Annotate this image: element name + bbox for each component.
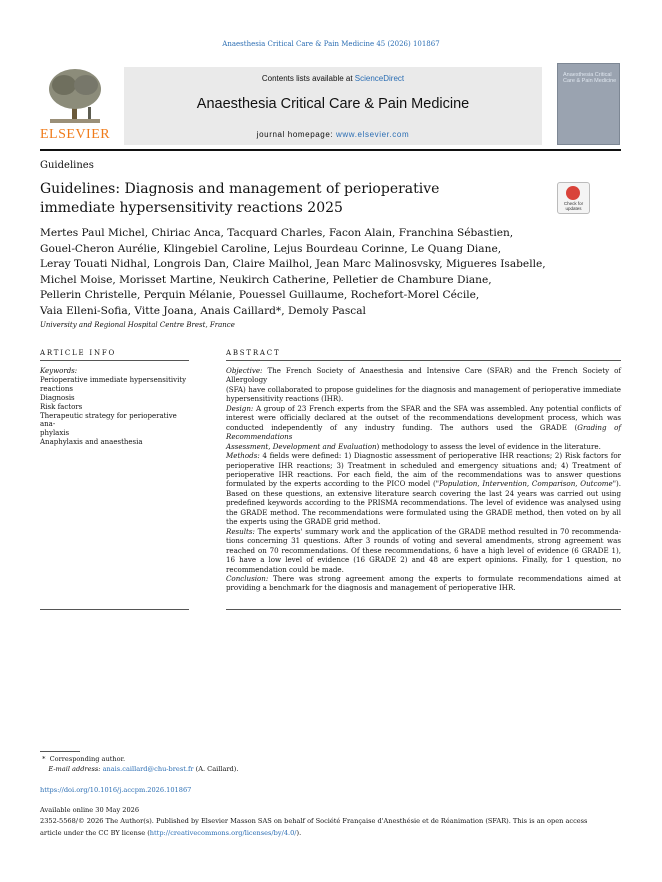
abstract-line: the experts using the GRADE grid method. xyxy=(226,517,381,527)
abstract-line: tions concerning 31 questions. After 3 rounds of voting and several amendments, strong agreement was xyxy=(226,536,621,546)
abstract-line: interest were officially declared at the outset of the recommendations development process, which was xyxy=(226,413,621,423)
abstract-body xyxy=(226,366,621,593)
check-for-updates-icon xyxy=(566,186,580,200)
author-line: Michel Moise, Morisset Martine, Neukirch Catherine, Pelletier de Chambure Diane, xyxy=(40,273,492,286)
footnote-rule xyxy=(40,751,80,752)
keyword: Therapeutic strategy for perioperative ana- xyxy=(40,411,177,429)
contents-available-line: Contents lists available at ScienceDirect xyxy=(261,74,405,83)
journal-title: Anaesthesia Critical Care & Pain Medicine xyxy=(196,96,470,112)
author-line[interactable]: Vaia Elleni-Sofia, Vitte Joana, Anais Caillard*, Demoly Pascal xyxy=(40,304,366,317)
author-email-link[interactable]: anais.caillard@chu-brest.fr xyxy=(102,764,194,773)
journal-header xyxy=(40,63,621,145)
abstract-line: Objective: The French Society of Anaesthesia and Intensive Care (SFAR) and the French Society of Allergology xyxy=(226,366,621,385)
author-line: Mertes Paul Michel, Chiriac Anca, Tacquard Charles, Facon Alain, Franchina Sébastien, xyxy=(40,227,514,239)
abstract-bottom-rule xyxy=(226,609,621,610)
journal-info-box xyxy=(124,67,542,145)
available-online-date: Available online 30 May 2026 xyxy=(40,806,140,814)
abstract-line: recommendation could be made. xyxy=(226,564,344,574)
author-list xyxy=(40,226,560,319)
abstract-line: perioperative IHR reactions; 3) Treatment in scheduled and emergency situations and; 4) Treatment of xyxy=(226,460,621,470)
cc-license-link[interactable]: http://creativecommons.org/licenses/by/4.0/ xyxy=(149,829,297,837)
cover-title: Anaesthesia Critical Care & Pain Medicine xyxy=(563,72,617,85)
keyword: Anaphylaxis and anaesthesia xyxy=(40,438,143,447)
corresponding-author-footnote: * Corresponding author. E-mail address: anais.caillard@chu-brest.fr (A. Caillard). xyxy=(42,755,239,773)
abstract-line: conducted independently of any industry funding. The authors used the GRADE (Grading of Recommendations xyxy=(226,422,622,442)
abstract-line: Assessment, Development and Evaluation) methodology to assess the level of evidence in the literature. xyxy=(226,441,601,451)
license-statement: 2352-5568/© 2026 The Author(s). Published by Elsevier Masson SAS on behalf of Société Française d'Anesthésie et de Réanimation (SFAR). This is an open access article under the CC BY license (http://creativecommons.org/licenses/by/4.0/). xyxy=(40,817,588,837)
keywords-block xyxy=(40,367,189,447)
abstract-line: reached on 70 recommendations. Of these recommendations, 6 have a high level of evidence (6 GRADE 1), xyxy=(226,545,621,555)
article-info-rule xyxy=(40,360,189,361)
journal-cover-thumbnail[interactable] xyxy=(557,63,620,145)
abstract-line: (SFA) have collaborated to propose guidelines for the diagnosis and management of perioperative immediate xyxy=(226,384,621,394)
header-divider xyxy=(40,149,621,151)
abstract-line: 16 have a low level of evidence (16 GRADE 2) and 48 are expert opinions. Finally, for 1 question, no xyxy=(226,555,621,565)
abstract-line: predefined keywords according to the PRISMA recommendations. The level of evidence was analysed using xyxy=(226,498,621,508)
elsevier-logo[interactable] xyxy=(40,67,110,145)
abstract-line: Methods: 4 fields were defined: 1) Diagnostic assessment of perioperative IHR reactions; 2) Risk factors for xyxy=(226,451,621,461)
abstract-line: Results: The experts' summary work and the application of the GRADE method resulted in 70 recommenda- xyxy=(226,526,621,536)
article-info-heading: ARTICLE INFO xyxy=(40,349,117,357)
abstract-heading: ABSTRACT xyxy=(226,349,281,357)
keyword: phylaxis xyxy=(40,429,70,438)
elsevier-wordmark: ELSEVIER xyxy=(40,127,111,142)
abstract-line: hypersensitivity reactions (IHR). xyxy=(226,394,344,404)
abstract-line: Based on these questions, an extensive literature search covering the last 24 years was carried out using xyxy=(226,488,621,498)
check-for-updates-label: Check for updates xyxy=(563,201,584,211)
author-line: Pellerin Christelle, Perquin Mélanie, Pouessel Guillaume, Rochefort-Morel Cécile, xyxy=(40,289,480,301)
keyword: reactions xyxy=(40,384,73,393)
keyword: Perioperative immediate hypersensitivity xyxy=(40,375,187,384)
doi-link[interactable]: https://doi.org/10.1016/j.accpm.2026.101867 xyxy=(40,786,192,794)
journal-homepage-line: journal homepage: www.elsevier.com xyxy=(256,130,410,139)
abstract-line: perioperative IHR reactions. For each field, the aim of the recommendations was to answer questions xyxy=(226,469,621,479)
author-line: Gouel-Cheron Aurélie, Klingebiel Caroline, Lejus Bourdeau Corinne, Le Quang Diane, xyxy=(40,242,502,255)
abstract-line: providing a benchmark for the diagnosis and management of perioperative IHR. xyxy=(226,583,516,593)
affiliation: University and Regional Hospital Centre Brest, France xyxy=(40,321,235,329)
abstract-line: formulated by the experts according to the PICO model ("Population, Intervention, Comparison, Outcome"). xyxy=(226,479,621,489)
keyword: Diagnosis xyxy=(40,393,75,402)
journal-citation[interactable]: Anaesthesia Critical Care & Pain Medicine 45 (2026) 101867 xyxy=(222,40,440,48)
article-section-label: Guidelines xyxy=(40,160,94,171)
sciencedirect-link[interactable]: ScienceDirect xyxy=(354,74,405,83)
author-line: Leray Touati Nidhal, Longrois Dan, Claire Mailhol, Jean Marc Malinosvsky, Migueres Isabelle, xyxy=(40,258,546,270)
article-title: Guidelines: Diagnosis and management of perioperative immediate hypersensitivity reactions 2025 xyxy=(40,181,440,216)
keywords-label: Keywords: xyxy=(40,367,78,375)
abstract-line: the GRADE method. The recommendations were formulated using the GRADE method, then voted on by all xyxy=(226,507,621,517)
abstract-rule xyxy=(226,360,621,361)
journal-homepage-link[interactable]: www.elsevier.com xyxy=(336,130,410,139)
abstract-line: Conclusion: There was strong agreement among the experts to formulate recommendations aimed at xyxy=(226,573,621,583)
abstract-line: Design: A group of 23 French experts from the SFAR and the SFA was assembled. Any potential conflicts of xyxy=(226,403,621,413)
elsevier-tree-icon xyxy=(44,67,106,125)
keyword: Risk factors xyxy=(40,402,83,411)
article-info-bottom-rule xyxy=(40,609,189,610)
check-for-updates-badge[interactable] xyxy=(557,182,590,214)
